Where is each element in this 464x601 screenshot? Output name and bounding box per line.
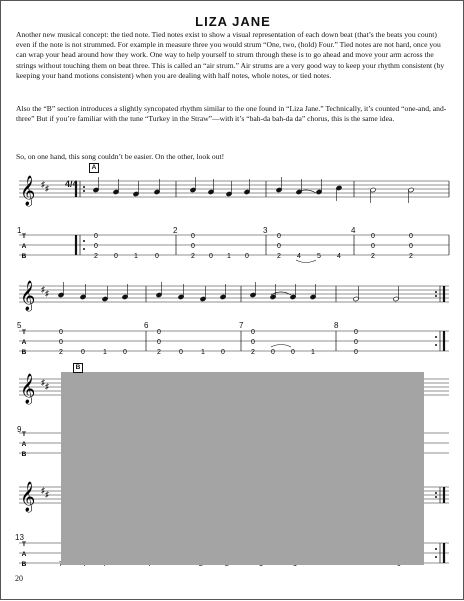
- tab-fret: 0: [94, 233, 98, 240]
- tab-fret: 1: [311, 349, 315, 356]
- tab-fret: 0: [179, 349, 183, 356]
- tab-fret: 0: [123, 349, 127, 356]
- tab-fret: 0: [251, 339, 255, 346]
- tab-fret: 0: [209, 253, 213, 260]
- tab-fret: 0: [271, 349, 275, 356]
- paragraph-3: So, on one hand, this song couldn’t be easier. On the other, look out!: [16, 152, 225, 161]
- paragraph-1: Another new musical concept: the tied note. Tied notes exist to show a visual representation of each down beat (that’s the beats you count) even if the note is not strummed. For example in measure three you would strum “One, two, (hold) Four.” Tied notes are not hard, once you can wrap your head around how they work. One way to help yourself to strum through these is to go ahead and move your arm across the strings without touching them on beat three. This is called an “air strum.” Air strums are a very good way to keep your rhythm consistent (by keeping your hand motions consistent) when you are dealing with half notes, whole notes, or tied notes.: [16, 30, 445, 80]
- tab-fret: 1: [103, 349, 107, 356]
- tab-fret: 0: [191, 243, 195, 250]
- tab-letter-b: B: [21, 349, 27, 356]
- tab-letter-b: B: [21, 561, 27, 568]
- tab-fret: 0: [59, 339, 63, 346]
- tab-letter-b: B: [21, 451, 27, 458]
- tab-fret: 0: [221, 349, 225, 356]
- measure-number: 5: [17, 321, 22, 330]
- tab-fret: 0: [245, 253, 249, 260]
- treble-clef-icon: 𝄞: [20, 374, 36, 404]
- tab-fret: 1: [134, 253, 138, 260]
- tab-fret: 0: [157, 329, 161, 336]
- tab-fret: 0: [354, 349, 358, 356]
- tab-fret: 0: [371, 233, 375, 240]
- tab-fret: 0: [94, 243, 98, 250]
- tab-letter-a: A: [21, 551, 27, 558]
- tab-letter-a: A: [21, 339, 27, 346]
- section-b-box: B: [73, 363, 83, 373]
- section-a-box: A: [89, 163, 99, 173]
- tab-fret: 0: [277, 233, 281, 240]
- tab-fret: 0: [191, 233, 195, 240]
- treble-clef-icon: 𝄞: [20, 482, 36, 512]
- tab-fret: 2: [59, 349, 63, 356]
- tab-fret: 2: [371, 253, 375, 260]
- paragraph-2: Also the “B” section introduces a slightly syncopated rhythm similar to the one found in “Liza Jane.” Technically, it’s counted “one-and, and-three” But if you’re familiar with the tune “Turkey in the Straw”—with it’s “bah-da bah-da da” chorus, this is the same idea.: [16, 104, 447, 124]
- tab-fret: 0: [371, 243, 375, 250]
- measure-number: 3: [263, 226, 268, 235]
- measure-number: 1: [17, 226, 22, 235]
- sharp-icon: ♯: [45, 289, 49, 298]
- page-title: LIZA JANE: [195, 14, 271, 29]
- tab-fret: 0: [157, 339, 161, 346]
- tab-fret: 2: [157, 349, 161, 356]
- measure-number: 2: [173, 226, 178, 235]
- sharp-icon: ♯: [45, 184, 49, 193]
- tab-fret: 0: [354, 329, 358, 336]
- tab-fret: 5: [317, 253, 321, 260]
- treble-clef-icon: 𝄞: [20, 281, 36, 311]
- treble-clef-icon: 𝄞: [20, 176, 36, 206]
- sharp-icon: ♯: [45, 490, 49, 499]
- tab-fret: 0: [81, 349, 85, 356]
- page-number: 20: [15, 574, 23, 583]
- tab-fret: 0: [291, 349, 295, 356]
- tab-fret: 1: [201, 349, 205, 356]
- tab-letter-b: B: [21, 253, 27, 260]
- sharp-icon: ♯: [45, 382, 49, 391]
- tab-fret: 2: [191, 253, 195, 260]
- measure-number: 13: [15, 533, 24, 542]
- sharp-icon: ♯: [41, 180, 45, 189]
- tab-letter-t: T: [22, 329, 26, 336]
- sharp-icon: ♯: [41, 285, 45, 294]
- tab-fret: 2: [94, 253, 98, 260]
- tab-fret: 1: [227, 253, 231, 260]
- tab-fret: 0: [155, 253, 159, 260]
- tab-fret: 0: [409, 243, 413, 250]
- tab-letter-a: A: [21, 243, 27, 250]
- measure-number: 7: [239, 321, 244, 330]
- sharp-icon: ♯: [41, 378, 45, 387]
- tab-fret: 0: [59, 329, 63, 336]
- sharp-icon: ♯: [41, 486, 45, 495]
- measure-number: 6: [144, 321, 149, 330]
- redaction-block: [61, 372, 424, 565]
- tab-fret: 0: [409, 233, 413, 240]
- tab-fret: 2: [251, 349, 255, 356]
- tab-letter-t: T: [22, 233, 26, 240]
- tab-fret: 0: [354, 339, 358, 346]
- tab-fret: 0: [251, 329, 255, 336]
- tab-fret: 2: [409, 253, 413, 260]
- tab-letter-t: T: [22, 541, 26, 548]
- tab-fret: 4: [297, 253, 301, 260]
- tab-letter-a: A: [21, 441, 27, 448]
- time-signature: 4/4: [65, 179, 78, 189]
- tab-fret: 0: [277, 243, 281, 250]
- measure-number: 4: [351, 226, 356, 235]
- measure-number: 9: [17, 425, 22, 434]
- measure-number: 8: [334, 321, 339, 330]
- tab-fret: 4: [337, 253, 341, 260]
- tab-letter-t: T: [22, 431, 26, 438]
- tab-fret: 0: [114, 253, 118, 260]
- tab-fret: 2: [277, 253, 281, 260]
